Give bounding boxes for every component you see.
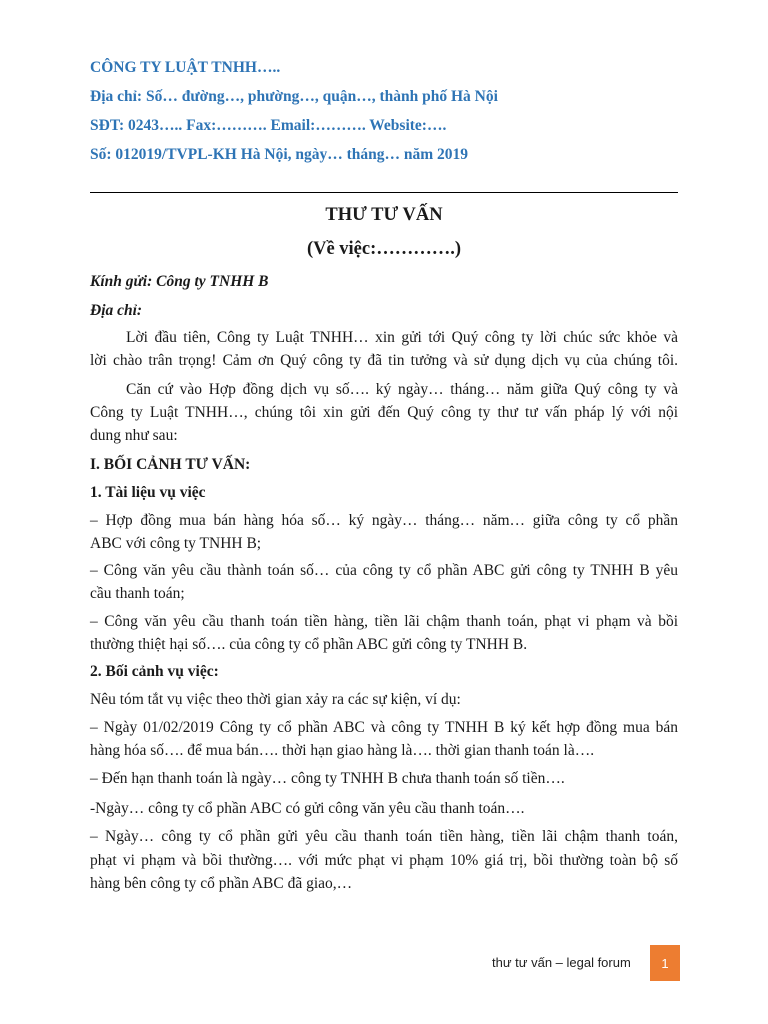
subsection-1-heading: 1. Tài liệu vụ việc (90, 484, 206, 501)
intro-paragraph-2-line-1: Căn cứ vào Hợp đồng dịch vụ số…. ký ngày… tháng… năm giữa Quý công ty và (126, 381, 678, 398)
document-item-2-line-2: cầu thanh toán; (90, 585, 185, 602)
header-divider (90, 192, 678, 193)
context-lead: Nêu tóm tắt vụ việc theo thời gian xảy ra các sự kiện, ví dụ: (90, 691, 461, 708)
context-item-1-line-1: – Ngày 01/02/2019 Công ty cổ phần ABC và công ty TNHH B ký kết hợp đồng mua bán (90, 719, 678, 736)
intro-paragraph-1-line-1: Lời đầu tiên, Công ty Luật TNHH… xin gửi tới Quý công ty lời chúc sức khỏe và (126, 329, 678, 346)
document-reference: Số: 012019/TVPL-KH Hà Nội, ngày… tháng… năm 2019 (90, 146, 469, 163)
section-1-heading: I. BỐI CẢNH TƯ VẤN: (90, 456, 251, 473)
document-item-3-line-1: – Công văn yêu cầu thanh toán tiền hàng, tiền lãi chậm thanh toán, phạt vi phạm và bồi (90, 613, 678, 630)
footer-label: thư tư vấn – legal forum (492, 955, 631, 970)
context-item-3: -Ngày… công ty cổ phần ABC có gửi công văn yêu cầu thanh toán…. (90, 800, 525, 817)
recipient-address-label: Địa chỉ: (90, 302, 143, 319)
context-item-4-line-3: hàng bên công ty cổ phần ABC đã giao,… (90, 875, 353, 892)
document-item-1-line-1: – Hợp đồng mua bán hàng hóa số… ký ngày… tháng… năm… giữa công ty cổ phần (90, 512, 678, 529)
company-contact: SĐT: 0243….. Fax:………. Email:………. Website:…. (90, 117, 447, 134)
context-item-4-line-1: – Ngày… công ty cổ phần gửi yêu cầu thanh toán tiền hàng, tiền lãi chậm thanh toán, (90, 828, 678, 845)
intro-paragraph-2-line-3: dung như sau: (90, 427, 178, 444)
letter-title: THƯ TƯ VẤN (325, 205, 443, 225)
context-item-4-line-2: phạt vi phạm và bồi thường…. với mức phạt vi phạm 10% giá trị, bồi thường toàn bộ số (90, 852, 678, 869)
intro-paragraph-1-line-2: lời chào trân trọng! Cảm ơn Quý công ty đã tin tưởng và sử dụng dịch vụ của chúng tôi. (90, 352, 678, 369)
document-item-3-line-2: thường thiệt hại số…. của công ty cổ phần ABC gửi công ty TNHH B. (90, 636, 528, 653)
subsection-2-heading: 2. Bối cảnh vụ việc: (90, 663, 219, 680)
company-name: CÔNG TY LUẬT TNHH….. (90, 59, 281, 76)
document-item-1-line-2: ABC với công ty TNHH B; (90, 535, 262, 552)
company-address: Địa chỉ: Số… đường…, phường…, quận…, thành phố Hà Nội (90, 88, 498, 105)
page-number-badge (650, 945, 680, 981)
recipient-text: Kính gửi: Công ty TNHH B (90, 273, 269, 290)
context-item-1-line-2: hàng hóa số…. để mua bán…. thời hạn giao hàng là…. thời gian thanh toán là…. (90, 742, 595, 759)
recipient-line (90, 272, 269, 292)
document-item-2-line-1: – Công văn yêu cầu thành toán số… của công ty cổ phần ABC gửi công ty TNHH B yêu (90, 562, 678, 579)
page-number: 1 (661, 955, 669, 971)
context-item-2: – Đến hạn thanh toán là ngày… công ty TNHH B chưa thanh toán số tiền…. (90, 770, 565, 787)
intro-paragraph-2-line-2: Công ty Luật TNHH…, chúng tôi xin gửi đến Quý công ty thư tư vấn pháp lý với nội (90, 404, 678, 421)
letter-subject: (Về việc:………….) (306, 239, 462, 259)
